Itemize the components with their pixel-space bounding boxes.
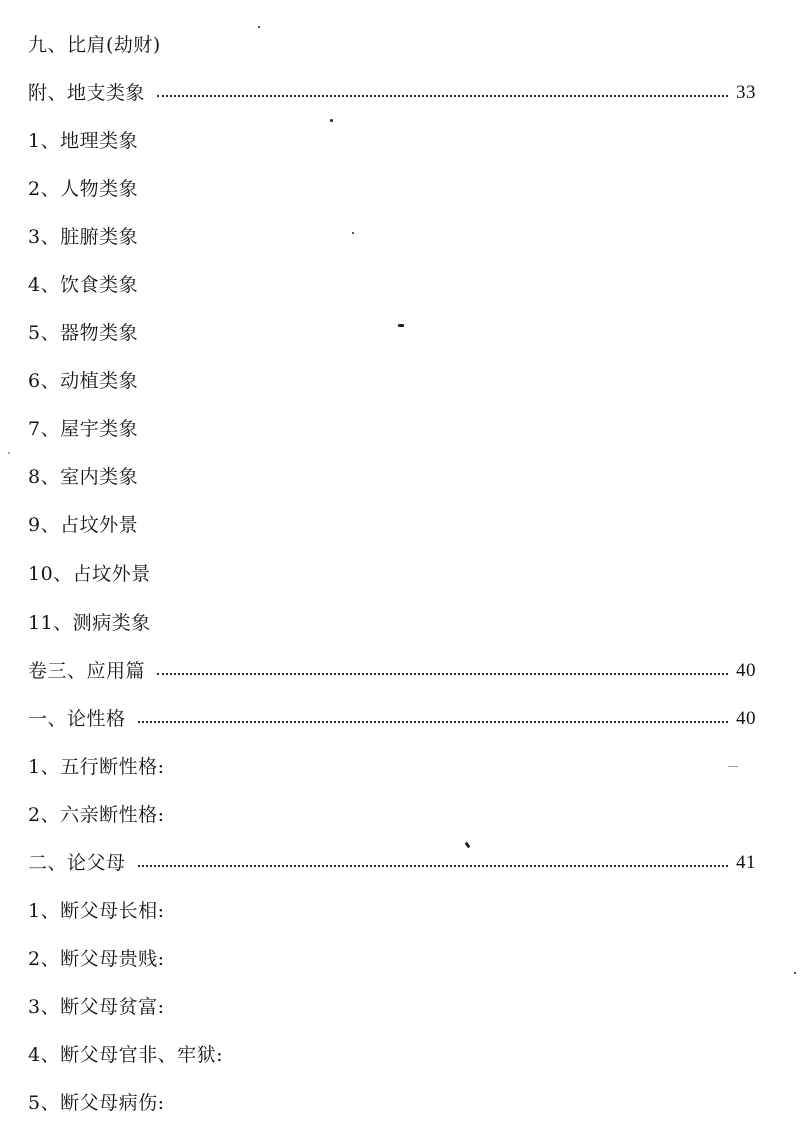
toc-entry-page: 41 bbox=[736, 852, 756, 873]
toc-entry-title: 一、论性格 bbox=[28, 708, 126, 730]
toc-entry bbox=[28, 78, 756, 108]
toc-entry bbox=[28, 848, 756, 878]
toc-entry-title: 2、断父母贵贱: bbox=[28, 948, 165, 970]
toc-entry bbox=[28, 126, 756, 156]
toc-entry bbox=[28, 366, 756, 396]
toc-entry bbox=[28, 174, 756, 204]
dot-leader bbox=[138, 863, 728, 867]
toc-entry bbox=[28, 270, 756, 300]
toc-entry-title: 1、五行断性格: bbox=[28, 756, 165, 778]
toc-entry-page: 40 bbox=[736, 660, 756, 681]
toc-entry-title: 7、屋宇类象 bbox=[28, 418, 139, 440]
dot-leader bbox=[138, 719, 728, 723]
toc-entry-title: 1、断父母长相: bbox=[28, 900, 165, 922]
toc-entry-title: 4、饮食类象 bbox=[28, 274, 139, 296]
toc-entry bbox=[28, 752, 756, 782]
scan-speck bbox=[398, 324, 404, 327]
toc-entry-title: 10、占坟外景 bbox=[28, 563, 151, 585]
toc-entry bbox=[28, 1088, 756, 1118]
toc-entry bbox=[28, 30, 756, 60]
toc-entry-title: 3、断父母贫富: bbox=[28, 996, 165, 1018]
toc-entry bbox=[28, 992, 756, 1022]
toc-entry-title: 卷三、应用篇 bbox=[28, 660, 146, 682]
scan-speck bbox=[352, 232, 354, 234]
toc-entry-page: 40 bbox=[736, 708, 756, 729]
toc-entry-title: 6、动植类象 bbox=[28, 370, 139, 392]
toc-entry-title: 3、脏腑类象 bbox=[28, 226, 139, 248]
toc-entry-title: 5、器物类象 bbox=[28, 322, 139, 344]
toc-entry-title: 11、测病类象 bbox=[28, 612, 151, 634]
dot-leader bbox=[157, 671, 728, 675]
toc-entry bbox=[28, 1040, 756, 1070]
scan-speck bbox=[728, 766, 738, 767]
toc-entry-page: 33 bbox=[736, 82, 756, 103]
toc-entry-title: 4、断父母官非、牢狱: bbox=[28, 1044, 223, 1066]
toc-entry bbox=[28, 414, 756, 444]
scan-speck bbox=[258, 26, 260, 28]
scan-speck bbox=[8, 452, 10, 454]
toc-entry-title: 2、六亲断性格: bbox=[28, 804, 165, 826]
toc-entry bbox=[28, 462, 756, 492]
toc-entry bbox=[28, 896, 756, 926]
toc-entry-title: 九、比肩(劫财) bbox=[28, 34, 161, 56]
toc-entry-title: 8、室内类象 bbox=[28, 466, 139, 488]
dot-leader bbox=[157, 93, 728, 97]
toc-entry bbox=[28, 944, 756, 974]
toc-entry-title: 1、地理类象 bbox=[28, 130, 139, 152]
toc-entry-title: 二、论父母 bbox=[28, 852, 126, 874]
toc-entry bbox=[28, 318, 756, 348]
toc-entry bbox=[28, 559, 756, 589]
toc-entry bbox=[28, 656, 756, 686]
toc-entry bbox=[28, 704, 756, 734]
toc-entry-title: 2、人物类象 bbox=[28, 178, 139, 200]
scan-speck bbox=[794, 972, 796, 974]
toc-entry-title: 附、地支类象 bbox=[28, 82, 146, 104]
scan-speck bbox=[330, 119, 333, 122]
toc-entry bbox=[28, 608, 756, 638]
toc-entry-title: 9、占坟外景 bbox=[28, 514, 139, 536]
toc-entry bbox=[28, 800, 756, 830]
toc-entry bbox=[28, 222, 756, 252]
toc-entry bbox=[28, 510, 756, 540]
toc-entry-title: 5、断父母病伤: bbox=[28, 1092, 165, 1114]
